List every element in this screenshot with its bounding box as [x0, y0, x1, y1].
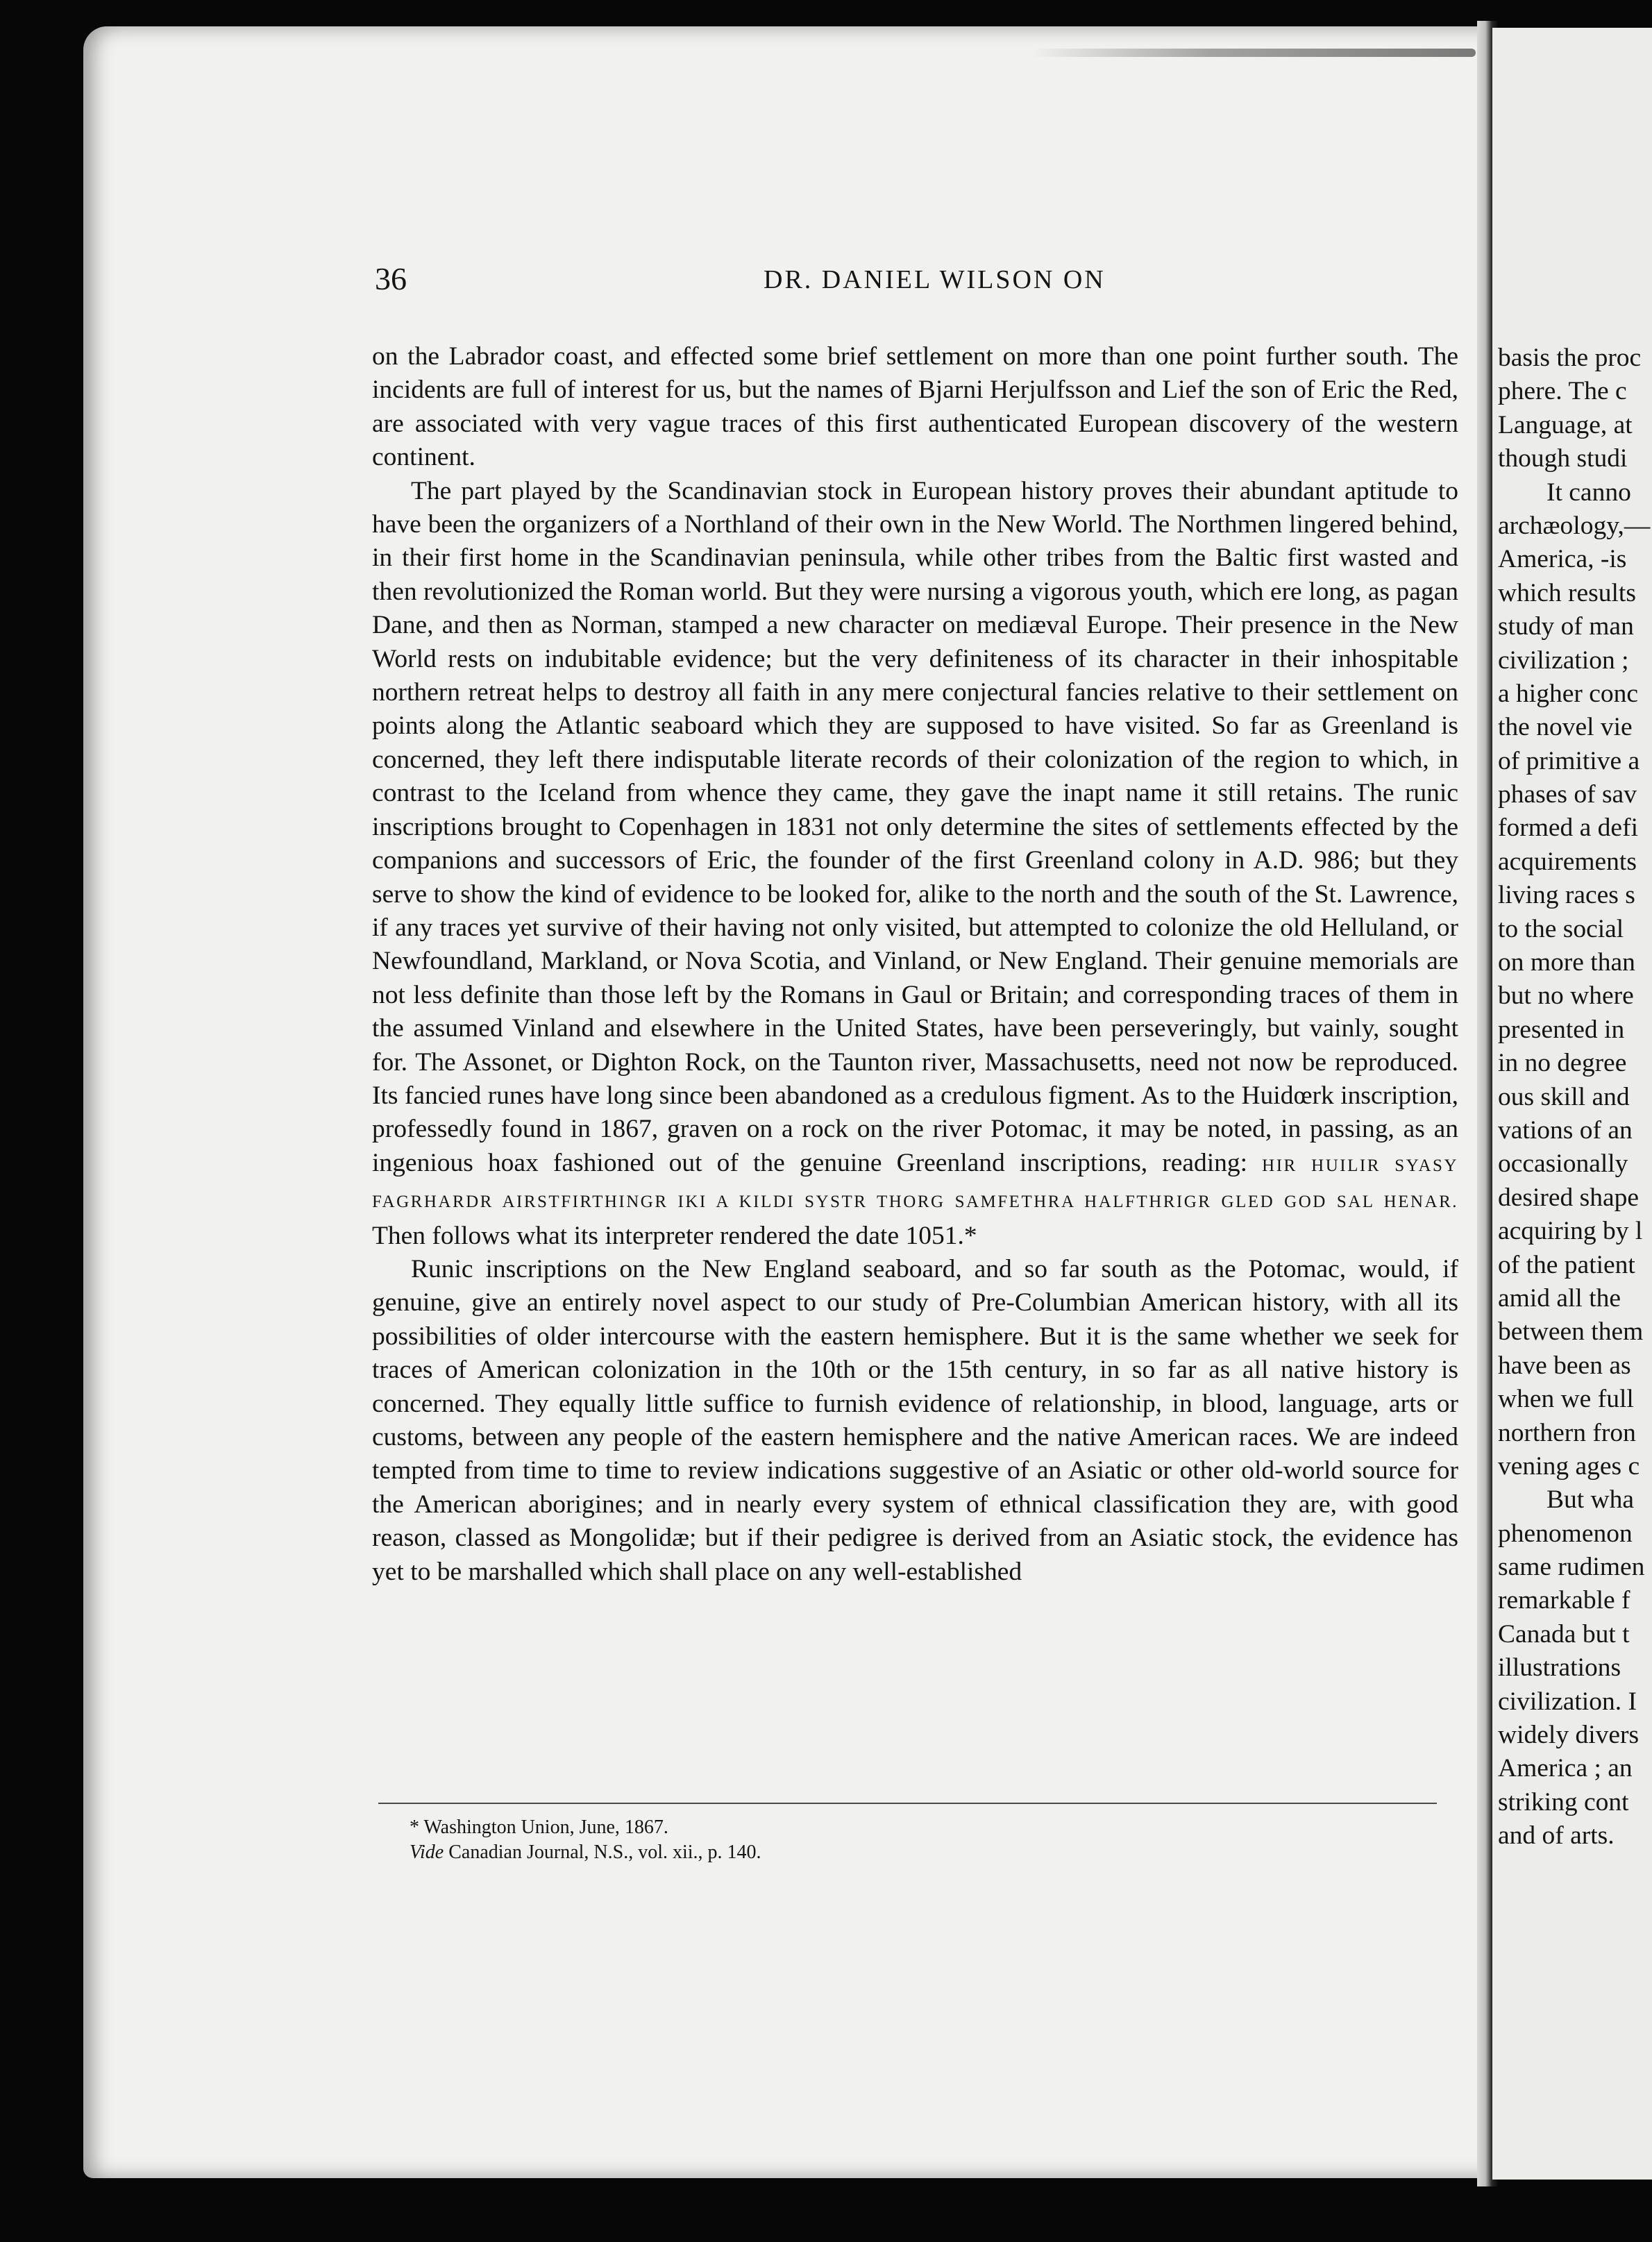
right-page-line: vening ages c: [1498, 1451, 1640, 1481]
right-page-line: illustrations: [1498, 1653, 1621, 1683]
right-page-line: ous skill and: [1498, 1082, 1630, 1111]
page-edge-smudge: [1031, 49, 1476, 57]
right-page-line: striking cont: [1498, 1787, 1629, 1817]
right-page-line: America ; an: [1498, 1754, 1633, 1783]
right-page-line: basis the proc: [1498, 344, 1642, 372]
right-page-line: in no degree: [1498, 1049, 1627, 1078]
right-page-line: Canada but t: [1498, 1619, 1630, 1649]
right-page-line: between them: [1498, 1317, 1644, 1347]
footnote-rule: [378, 1803, 1437, 1804]
right-page-line: though studi: [1498, 444, 1628, 473]
runic-inscription: HIR HUILIR SYASY FAGRHARDR AIRSTFIRTHINGR IKI A KILDI SYSTR THORG SAMFETHRA HALFTHRIGR GLED GOD SAL HENAR.: [372, 1156, 1458, 1212]
right-page-line: phere. The c: [1498, 377, 1627, 406]
paragraph-2-end: Then follows what its interpreter rendered the date 1051.*: [372, 1221, 977, 1250]
right-page-line: But wha: [1546, 1485, 1635, 1515]
paragraph-3: Runic inscriptions on the New England seaboard, and so far south as the Potomac, would, if genuine, give an entirely novel aspect to our study of Pre-Columbian American history, with all its possibilities of older intercourse with the eastern hemisphere. But it is the same whether we seek for traces of American colonization in the 10th or the 15th century, in so far as all native history is concerned. They equally little suffice to furnish evidence of relationship, in blood, language, arts or customs, between any people of the eastern hemisphere and the native American races. We are indeed tempted from time to time to review indications suggestive of an Asiatic or other old-world source for the American aborigines; and in nearly every system of ethnical classification they are, with good reason, classed as Mongolidæ; but if their pedigree is derived from an Asiatic stock, the evidence has yet to be marshalled which shall place on any well-established: [372, 1254, 1458, 1586]
right-page-line: phenomenon: [1498, 1519, 1633, 1548]
footnote-2-rest: Canadian Journal, N.S., vol. xii., p. 140.: [444, 1841, 761, 1863]
right-page-line: to the social: [1498, 914, 1624, 943]
right-page-line: have been as: [1498, 1351, 1631, 1380]
right-page-line: America, -is: [1498, 545, 1627, 574]
right-page-line: vations of an: [1498, 1115, 1633, 1145]
footnote-2-italic: Vide: [410, 1841, 444, 1863]
right-page-line: widely divers: [1498, 1721, 1640, 1750]
right-page-line: and of arts.: [1498, 1821, 1615, 1851]
right-page-line: on more than: [1498, 948, 1635, 977]
right-page-text: [1498, 342, 1652, 1853]
right-page-line: living races s: [1498, 881, 1635, 910]
right-page-line: of primitive a: [1498, 746, 1640, 775]
right-page-line: occasionally: [1498, 1149, 1628, 1179]
right-page-line: phases of sav: [1498, 780, 1637, 809]
right-page-line: same rudimen: [1498, 1553, 1645, 1582]
right-page-line: presented in: [1498, 1015, 1625, 1044]
right-page-line: desired shape: [1498, 1183, 1640, 1212]
footnote-2: [410, 1840, 1034, 1865]
page-header: [375, 260, 1485, 309]
right-page-line: when we full: [1498, 1385, 1634, 1414]
right-page-line: It canno: [1546, 478, 1631, 507]
right-page-line: acquirements: [1498, 847, 1637, 876]
right-page-line: formed a defi: [1498, 814, 1638, 843]
right-page-line: a higher conc: [1498, 679, 1638, 708]
right-page-line: archæology,—: [1498, 511, 1651, 540]
right-page-line: acquiring by l: [1498, 1217, 1643, 1246]
right-page-line: study of man: [1498, 612, 1634, 641]
footnotes: [410, 1815, 1034, 1865]
right-page-line: civilization. I: [1498, 1687, 1637, 1716]
paragraph-2: [372, 475, 1458, 1253]
footnote-1: * Washington Union, June, 1867.: [410, 1817, 668, 1838]
running-head: DR. DANIEL WILSON ON: [764, 265, 1106, 294]
right-page-line: but no where: [1498, 981, 1634, 1011]
right-page-line: of the patient: [1498, 1250, 1635, 1279]
right-page-line: which results: [1498, 578, 1636, 607]
right-page-line: remarkable f: [1498, 1586, 1630, 1615]
page-number: 36: [375, 261, 407, 296]
right-page-line: civilization ;: [1498, 646, 1629, 675]
right-page-line: northern fron: [1498, 1418, 1636, 1447]
right-page-line: the novel vie: [1498, 713, 1633, 742]
paragraph-2-main: The part played by the Scandinavian stock in European history proves their abundant aptitude to have been the organizers of a Northland of their own in the New World. The Northmen lingered behind, in their first home in the Scandinavian peninsula, while other tribes from the Baltic first wasted and then revolutionized the Roman world. But they were nursing a vigorous youth, which ere long, as pagan Dane, and then as Norman, stamped a new character on mediæval Europe. Their presence in the New World rests on indubitable evidence; but the very definiteness of its character in their inhospitable northern retreat helps to destroy all faith in any mere conjectural fancies relative to their settlement on points along the Atlantic seaboard which they are supposed to have visited. So far as Greenland is concerned, they left there indisputable literate records of their colonization of the region to which, in contrast to the Iceland from whence they came, they gave the inapt name it still retains. The runic inscriptions brought to Copenhagen in 1831 not only determine the sites of settlements effected by the companions and successors of Eric, the founder of the first Greenland colony in A.D. 986; but they serve to show the kind of evidence to be looked for, alike to the north and the south of the St. Lawrence, if any traces yet survive of their having not only visited, but attempted to colonize the old Helluland, or Newfoundland, Markland, or Nova Scotia, and Vinland, or New England. Their genuine memorials are not less definite than those left by the Romans in Gaul or Britain; and corresponding traces of them in the assumed Vinland and elsewhere in the United States, have been perseveringly, but vainly, sought for. The Assonet, or Dighton Rock, on the Taunton river, Massachusetts, need not now be reproduced. Its fancied runes have long since been abandoned as a credulous figment. As to the Huidœrk inscription, professedly found in 1867, graven on a rock on the river Potomac, it may be noted, in passing, as an ingenious hoax fashioned out of the genuine Greenland inscriptions, reading:: [372, 476, 1458, 1177]
right-page-line: amid all the: [1498, 1283, 1621, 1313]
body-text: [372, 340, 1458, 1589]
paragraph-1: on the Labrador coast, and effected some brief settlement on more than one point further south. The incidents are full of interest for us, but the names of Bjarni Herjulfsson and Lief the son of Eric the Red, are associated with very vague traces of this first authenticated European discovery of the western continent.: [372, 342, 1458, 472]
right-page-line: Language, at: [1498, 410, 1633, 439]
